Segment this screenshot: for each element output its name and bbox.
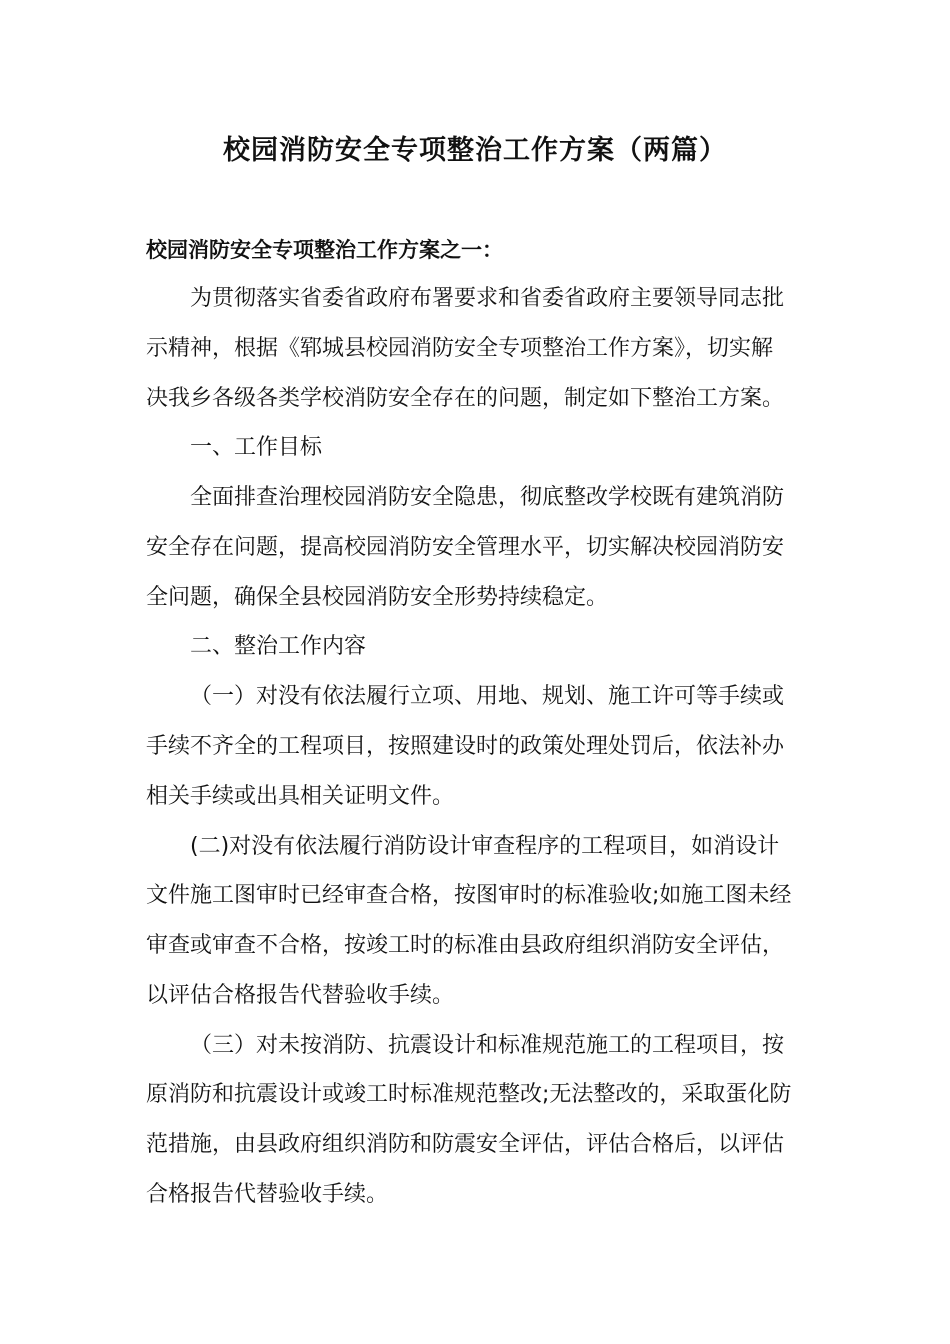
paragraph-line: (二)对没有依法履行消防设计审查程序的工程项目，如消设计: [190, 834, 780, 859]
paragraph-line: 手续不齐全的工程项目，按照建设时的政策处理处罚后，依法补办: [146, 734, 785, 759]
section-subtitle: 校园消防安全专项整治工作方案之一：: [146, 238, 503, 262]
section-heading: 二、整治工作内容: [190, 634, 367, 659]
paragraph-line: 示精神，根据《郓城县校园消防安全专项整治工作方案》，切实解: [146, 336, 774, 361]
paragraph-line: 原消防和抗震设计或竣工时标准规范整改;无法整改的，采取蛋化防: [146, 1082, 792, 1107]
paragraph-line: 范措施，由县政府组织消防和防震安全评估，评估合格后，以评估: [146, 1132, 785, 1157]
section-heading: 一、工作目标: [190, 435, 323, 460]
paragraph-line: 全问题，确保全县校园消防安全形势持续稳定。: [146, 585, 609, 610]
paragraph-line: 以评估合格报告代替验收手续。: [146, 983, 455, 1008]
paragraph-line: （一）对没有依法履行立项、用地、规划、施工许可等手续或: [190, 684, 785, 709]
paragraph-line: 合格报告代替验收手续。: [146, 1182, 389, 1207]
paragraph-line: 相关手续或出具相关证明文件。: [146, 784, 455, 809]
document-title: 校园消防安全专项整治工作方案（两篇）: [223, 135, 727, 166]
paragraph-line: 安全存在问题，提高校园消防安全管理水平，切实解决校园消防安: [146, 535, 785, 560]
paragraph-line: 全面排查治理校园消防安全隐患，彻底整改学校既有建筑消防: [190, 485, 785, 510]
paragraph-line: 决我乡各级各类学校消防安全存在的问题，制定如下整治工方案。: [146, 386, 785, 411]
paragraph-line: 审查或审查不合格，按竣工时的标准由县政府组织消防安全评估，: [146, 933, 785, 958]
paragraph-line: 文件施工图审时已经审查合格，按图审时的标准验收;如施工图未经: [146, 883, 792, 908]
paragraph-line: （三）对未按消防、抗震设计和标准规范施工的工程项目，按: [190, 1033, 785, 1058]
paragraph-line: 为贯彻落实省委省政府布署要求和省委省政府主要领导同志批: [190, 286, 785, 311]
